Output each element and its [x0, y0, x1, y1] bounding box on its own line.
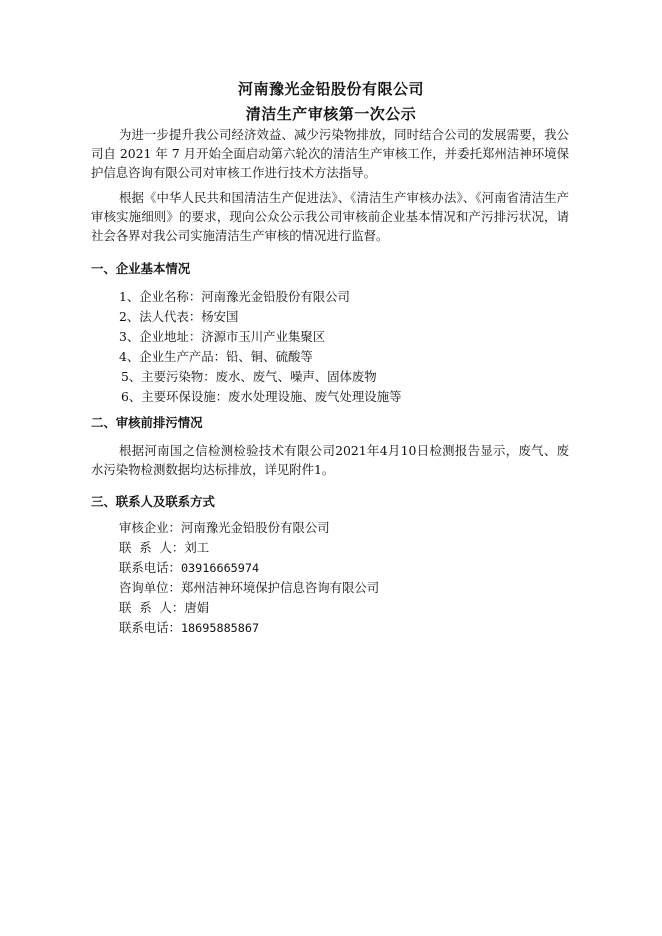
field-value: 河南豫光金铅股份有限公司: [180, 520, 330, 535]
list-item: 4、企业生产产品：铅、铜、硫酸等: [119, 349, 313, 364]
intro-paragraph: 为进一步提升我公司经济效益、减少污染物排放，同时结合公司的发展需要，我公司自 2021 年 7 月开始全面启动第六轮次的清洁生产审核工作，并委托郑州洁神环境保护信息咨询有限公司对审核工作进行技术方法指导。: [91, 127, 569, 180]
field-label: 咨询单位：: [119, 580, 181, 595]
section-heading-contacts: 三、联系人及联系方式: [91, 494, 215, 509]
field-label: 审核企业：: [119, 520, 181, 535]
field-label: 联 系 人：: [119, 540, 185, 555]
list-item: 2、法人代表：杨安国: [119, 309, 239, 324]
contact-row-consultant: [119, 578, 379, 598]
basis-paragraph: 根据《中华人民共和国清洁生产促进法》、《清洁生产审核办法》、《河南省清洁生产审核实施细则》的要求，现向公众公示我公司审核前企业基本情况和产污排污状况，请社会各界对我公司实施清洁生产审核的情况进行监督。: [91, 190, 569, 243]
field-value: 郑州洁神环境保护信息咨询有限公司: [180, 580, 380, 595]
notice-title: 清洁生产审核第一次公示: [245, 105, 417, 123]
basic-info-list: [119, 287, 401, 407]
contact-list: [119, 518, 379, 638]
contact-row-contact1: [119, 538, 379, 558]
field-value: 03916665974: [180, 561, 260, 575]
field-label: 联 系 人：: [119, 600, 185, 615]
list-item: 5、主要污染物：废水、废气、噪声、固体废物: [121, 369, 377, 384]
field-label: 联系电话：: [119, 620, 181, 635]
contact-row-contact2: [119, 598, 379, 618]
emissions-paragraph: 根据河南国之信检测检验技术有限公司2021年4月10日检测报告显示，废气、废水污染物检测数据均达标排放，详见附件1。: [91, 443, 569, 477]
field-value: 刘工: [184, 540, 210, 555]
field-value: 18695885867: [180, 621, 260, 635]
field-value: 唐娟: [184, 600, 210, 615]
company-title: 河南豫光金铅股份有限公司: [237, 80, 424, 98]
contact-row-phone2: [119, 618, 379, 638]
section-heading-basic-info: 一、企业基本情况: [91, 261, 191, 276]
field-label: 联系电话：: [119, 560, 181, 575]
contact-row-audit-company: [119, 518, 379, 538]
contact-row-phone1: [119, 558, 379, 578]
list-item: 1、企业名称：河南豫光金铅股份有限公司: [119, 289, 350, 304]
section-heading-emissions: 二、审核前排污情况: [91, 415, 203, 430]
list-item: 6、主要环保设施：废水处理设施、废气处理设施等: [121, 389, 402, 404]
list-item: 3、企业地址：济源市玉川产业集聚区: [119, 329, 326, 344]
